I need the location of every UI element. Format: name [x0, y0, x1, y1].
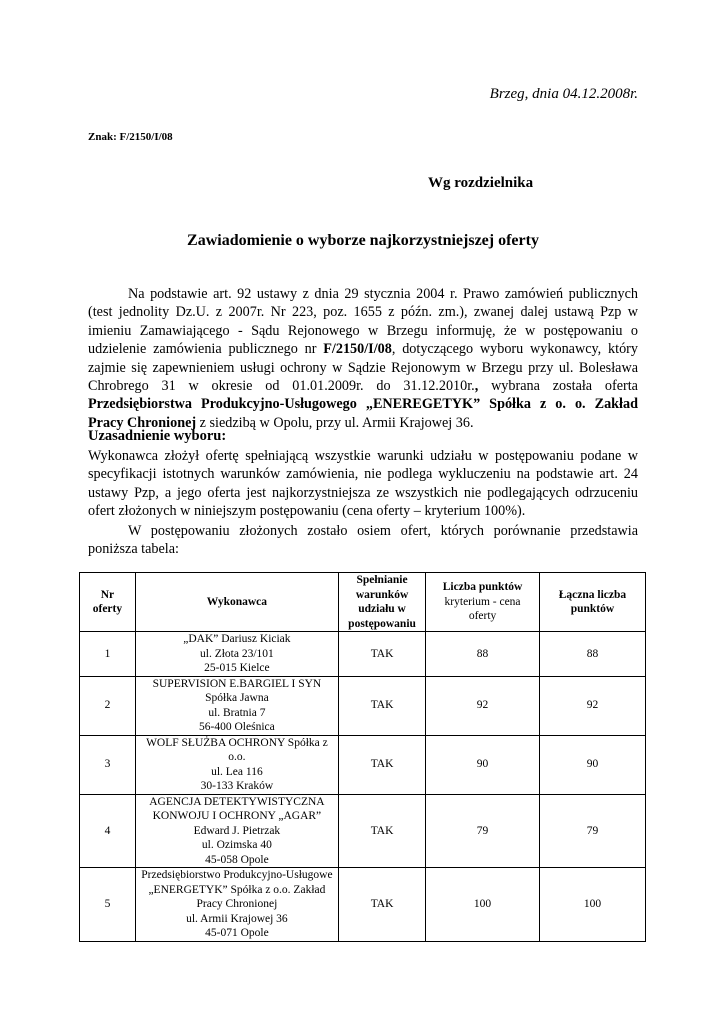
intro-comma: , [474, 378, 479, 395]
row-conditions: TAK [338, 868, 425, 942]
table-row [80, 632, 646, 677]
row-nr: 4 [80, 794, 136, 868]
intro-text-4: z siedzibą w Opolu, przy ul. Armii Krajowej 36. [196, 414, 474, 431]
row-contractor: AGENCJA DETEKTYWISTYCZNA KONWOJU I OCHRONY „AGAR” Edward J. Pietrzak ul. Ozimska 40 45-058 Opole [135, 794, 338, 868]
row-points: 92 [426, 676, 540, 735]
row-total: 88 [539, 632, 645, 677]
row-contractor: SUPERVISION E.BARGIEL I SYN Spółka Jawna ul. Bratnia 7 56-400 Oleśnica [135, 676, 338, 735]
row-total: 92 [539, 676, 645, 735]
row-nr: 5 [80, 868, 136, 942]
row-points: 79 [426, 794, 540, 868]
recipient: Wg rozdzielnika [428, 175, 534, 191]
row-contractor: „DAK” Dariusz Kiciak ul. Złota 23/101 25-015 Kielce [135, 632, 338, 677]
header-nr: Nr oferty [80, 573, 136, 632]
header-contractor: Wykonawca [135, 573, 338, 632]
table-header-row [80, 573, 646, 632]
row-total: 100 [539, 868, 645, 942]
intro-text-1: Na podstawie art. 92 ustawy z dnia 29 stycznia 2004 r. Prawo zamówień publicznych (test jednolity Dz.U. z 2007r. Nr 223, poz. 1655 z późn. zm.), zwanej dalej ustawą Pzp w imieniu Zamawiającego - Sądu Rejonowego w Brzegu informuję, że w postępowaniu o udzielenie zamówienia publicznego nr [88, 286, 638, 358]
offers-table [79, 572, 646, 942]
table-intro: W postępowaniu złożonych zostało osiem ofert, których porównanie przedstawia poniższa tabela: [88, 523, 638, 558]
table-row [80, 676, 646, 735]
table-row [80, 794, 646, 868]
justification-heading: Uzasadnienie wyboru: [88, 428, 227, 444]
header-points: Liczba punktów kryterium - cena oferty [426, 573, 540, 632]
table-row [80, 868, 646, 942]
row-total: 79 [539, 794, 645, 868]
row-total: 90 [539, 735, 645, 794]
header-total: Łączna liczba punktów [539, 573, 645, 632]
intro-text-3: wybrana została oferta [478, 378, 638, 395]
row-conditions: TAK [338, 676, 425, 735]
row-conditions: TAK [338, 735, 425, 794]
reference-number: Znak: F/2150/I/08 [88, 131, 173, 143]
row-contractor: WOLF SŁUŻBA OCHRONY Spółka z o.o. ul. Lea 116 30-133 Kraków [135, 735, 338, 794]
header-conditions: Spełnianie warunków udziału w postępowaniu [338, 573, 425, 632]
winner-name: Przedsiębiorstwa Produkcyjno-Usługowego „ENEREGETYK” Spółka z o. o. Zakład Pracy Chronionej [88, 396, 638, 431]
row-conditions: TAK [338, 632, 425, 677]
row-nr: 2 [80, 676, 136, 735]
row-nr: 3 [80, 735, 136, 794]
order-number: F/2150/I/08 [323, 341, 392, 358]
justification-text: Wykonawca złożył ofertę spełniającą wszystkie warunki udziału w postępowaniu podane w specyfikacji istotnych warunków zamówienia, nie podlega wykluczeniu na podstawie art. 24 ustawy Pzp, a jego oferta jest najkorzystniejsza ze wszystkich nie podlegających odrzuceniu ofert złożonych w niniejszym postępowaniu (cena oferty – kryterium 100%). [88, 448, 638, 520]
place-date: Brzeg, dnia 04.12.2008r. [489, 86, 638, 102]
row-nr: 1 [80, 632, 136, 677]
row-points: 88 [426, 632, 540, 677]
intro-paragraph [88, 285, 638, 432]
table-row [80, 735, 646, 794]
intro-text-2: , dotyczącego wyboru wykonawcy, który zajmie się zapewnieniem usługi ochrony w Sądzie Rejonowym w Brzegu przy ul. Bolesława Chrobrego 31 w okresie od 01.01.2009r. do 31.12.2010r. [88, 341, 638, 395]
row-conditions: TAK [338, 794, 425, 868]
document-title: Zawiadomienie o wyborze najkorzystniejszej oferty [187, 232, 539, 249]
row-points: 90 [426, 735, 540, 794]
row-contractor: Przedsiębiorstwo Produkcyjno-Usługowe „ENERGETYK” Spółka z o.o. Zakład Pracy Chronionej ul. Armii Krajowej 36 45-071 Opole [135, 868, 338, 942]
row-points: 100 [426, 868, 540, 942]
